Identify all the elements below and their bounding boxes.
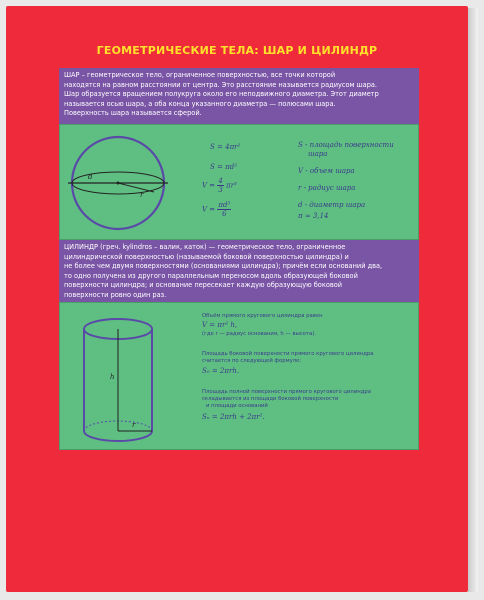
legend-line: шара: [308, 150, 328, 159]
lateral-intro: Площадь боковой поверхности прямого кругового цилиндра считается по следующей формуле:: [202, 351, 374, 365]
page-title: ГЕОМЕТРИЧЕСКИЕ ТЕЛА: ШАР И ЦИЛИНДР: [96, 44, 378, 57]
total-formula: Sₙ = 2πrh + 2πr².: [202, 413, 265, 421]
volume-intro: Объём прямого кругового цилиндра равен: [202, 313, 323, 319]
formula-volume-r: V = $\frac{4}{3}$ πr³: [202, 177, 237, 194]
legend-line: π ≈ 3,14: [298, 212, 329, 221]
formula-surface-d: S = πd²: [210, 163, 237, 171]
radius-line: [118, 183, 154, 192]
text-line: поверхности цилиндра; и основание пересекает каждую образующую боковой: [64, 281, 343, 290]
lateral-formula: S₀ = 2πrh.: [202, 367, 240, 375]
text-line: ШАР – геометрическое тело, ограниченное поверхностью, все точки которой: [64, 71, 336, 79]
sphere-diagram: [64, 127, 184, 239]
label-d: d: [88, 173, 93, 181]
page-edge: [468, 8, 478, 592]
legend-line: V - объем шара: [298, 167, 355, 176]
label-h: h: [110, 373, 115, 381]
formula-surface-r: S = 4πr²: [210, 143, 241, 151]
text-line: называется осью шара, а оба конца указанного диаметра — полюсами шара.: [64, 99, 336, 108]
formula-volume-d: V = $\frac{\text{πd³}}{6}$: [202, 201, 231, 218]
legend-line: S - площадь поверхности: [298, 141, 394, 149]
cylinder-panel: [59, 302, 419, 450]
label-r: r: [132, 421, 136, 429]
text-line: Поверхность шара называется сферой.: [64, 109, 202, 118]
sphere-legend: [298, 141, 394, 222]
cylinder-definition: [59, 240, 419, 302]
cylinder-diagram: [72, 309, 182, 449]
legend-line: r - радиус шара: [298, 184, 356, 193]
text-line: находятся на равном расстоянии от центра. Это расстояние называется радиусом шара.: [64, 80, 378, 89]
sphere-definition: [59, 68, 419, 124]
total-intro: Площадь полной поверхности прямого кругового цилиндра складывается из площади боковой поверхности и площади оснований: [202, 389, 371, 410]
text-line: то одно получена из другого параллельным переносом вдоль образующей боковой: [64, 271, 358, 280]
label-r: r: [140, 191, 144, 199]
text-line: ЦИЛИНДР (греч. kylindros – валик, каток) — геометрическое тело, ограниченное: [64, 243, 346, 251]
text-line: Шар образуется вращением полукруга около его неподвижного диаметра. Этот диаметр: [64, 90, 379, 99]
volume-formula: V = πr² h,: [202, 321, 238, 329]
text-line: не более чем двумя поверхностями (основаниями цилиндра); причём если оснований два,: [64, 262, 383, 271]
volume-note: (где r — радиус основания, h — высота).: [202, 331, 316, 337]
cylinder-bottom-front: [84, 431, 152, 441]
sphere-panel: [59, 124, 419, 240]
legend-line: d - диаметр шара: [298, 201, 366, 210]
text-line: поверхности ровно один раз.: [64, 290, 167, 299]
text-line: цилиндрической поверхностью (называемой боковой поверхностью цилиндра) и: [64, 252, 349, 261]
